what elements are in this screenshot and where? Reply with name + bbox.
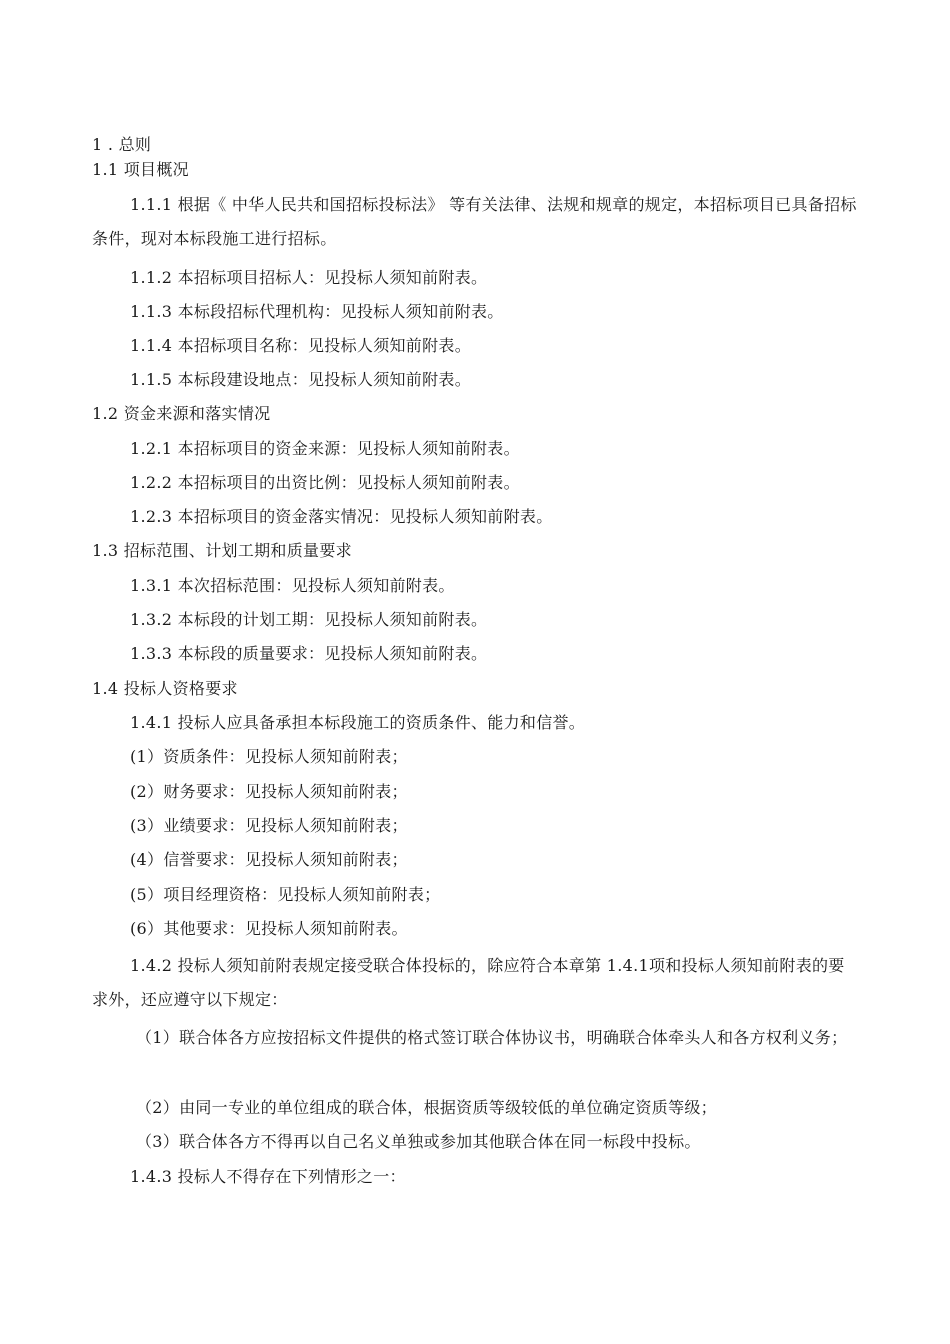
paragraph-1-4-3: 1.4.3 投标人不得存在下列情形之一： xyxy=(130,1167,406,1186)
heading-1-4: 1.4 投标人资格要求 xyxy=(92,679,238,698)
paragraph-consortium-2: （2）由同一专业的单位组成的联合体，根据资质等级较低的单位确定资质等级； xyxy=(136,1098,717,1117)
paragraph-1-2-3: 1.2.3 本招标项目的资金落实情况：见投标人须知前附表。 xyxy=(130,507,553,526)
paragraph-1-1-2: 1.1.2 本招标项目招标人：见投标人须知前附表。 xyxy=(130,268,488,287)
paragraph-1-1-4: 1.1.4 本招标项目名称：见投标人须知前附表。 xyxy=(130,336,471,355)
paragraph-consortium-1: （1）联合体各方应按招标文件提供的格式签订联合体协议书，明确联合体牵头人和各方权利义务； xyxy=(136,1028,848,1047)
paragraph-1-1-3: 1.1.3 本标段招标代理机构：见投标人须知前附表。 xyxy=(130,302,504,321)
paragraph-1-2-1: 1.2.1 本招标项目的资金来源：见投标人须知前附表。 xyxy=(130,439,520,458)
list-item-6: (6）其他要求：见投标人须知前附表。 xyxy=(130,919,408,938)
paragraph-1-3-3: 1.3.3 本标段的质量要求：见投标人须知前附表。 xyxy=(130,644,488,663)
paragraph-consortium-3: （3）联合体各方不得再以自己名义单独或参加其他联合体在同一标段中投标。 xyxy=(136,1132,701,1151)
paragraph-1-3-1: 1.3.1 本次招标范围：见投标人须知前附表。 xyxy=(130,576,455,595)
paragraph-1-1-1: 1.1.1 根据《 中华人民共和国招标投标法》 等有关法律、法规和规章的规定，本招标项目已具备招标条件，现对本标段施工进行招标。 xyxy=(92,195,857,248)
list-item-4: (4）信誉要求：见投标人须知前附表； xyxy=(130,850,408,869)
list-item-3: (3）业绩要求：见投标人须知前附表； xyxy=(130,816,408,835)
paragraph-1-4-1: 1.4.1 投标人应具备承担本标段施工的资质条件、能力和信誉。 xyxy=(130,713,586,732)
heading-general: 1 . 总则 xyxy=(92,135,152,154)
list-item-1: (1）资质条件：见投标人须知前附表； xyxy=(130,747,408,766)
paragraph-1-4-2: 1.4.2 投标人须知前附表规定接受联合体投标的，除应符合本章第 1.4.1项和投标人须知前附表的要求外，还应遵守以下规定： xyxy=(92,956,845,1009)
heading-1-3: 1.3 招标范围、计划工期和质量要求 xyxy=(92,541,352,560)
paragraph-1-1-5: 1.1.5 本标段建设地点：见投标人须知前附表。 xyxy=(130,370,471,389)
paragraph-1-2-2: 1.2.2 本招标项目的出资比例：见投标人须知前附表。 xyxy=(130,473,520,492)
paragraph-1-3-2: 1.3.2 本标段的计划工期：见投标人须知前附表。 xyxy=(130,610,488,629)
heading-1-1: 1.1 项目概况 xyxy=(92,160,189,179)
list-item-5: (5）项目经理资格：见投标人须知前附表； xyxy=(130,885,441,904)
list-item-2: (2）财务要求：见投标人须知前附表； xyxy=(130,782,408,801)
heading-1-2: 1.2 资金来源和落实情况 xyxy=(92,404,271,423)
